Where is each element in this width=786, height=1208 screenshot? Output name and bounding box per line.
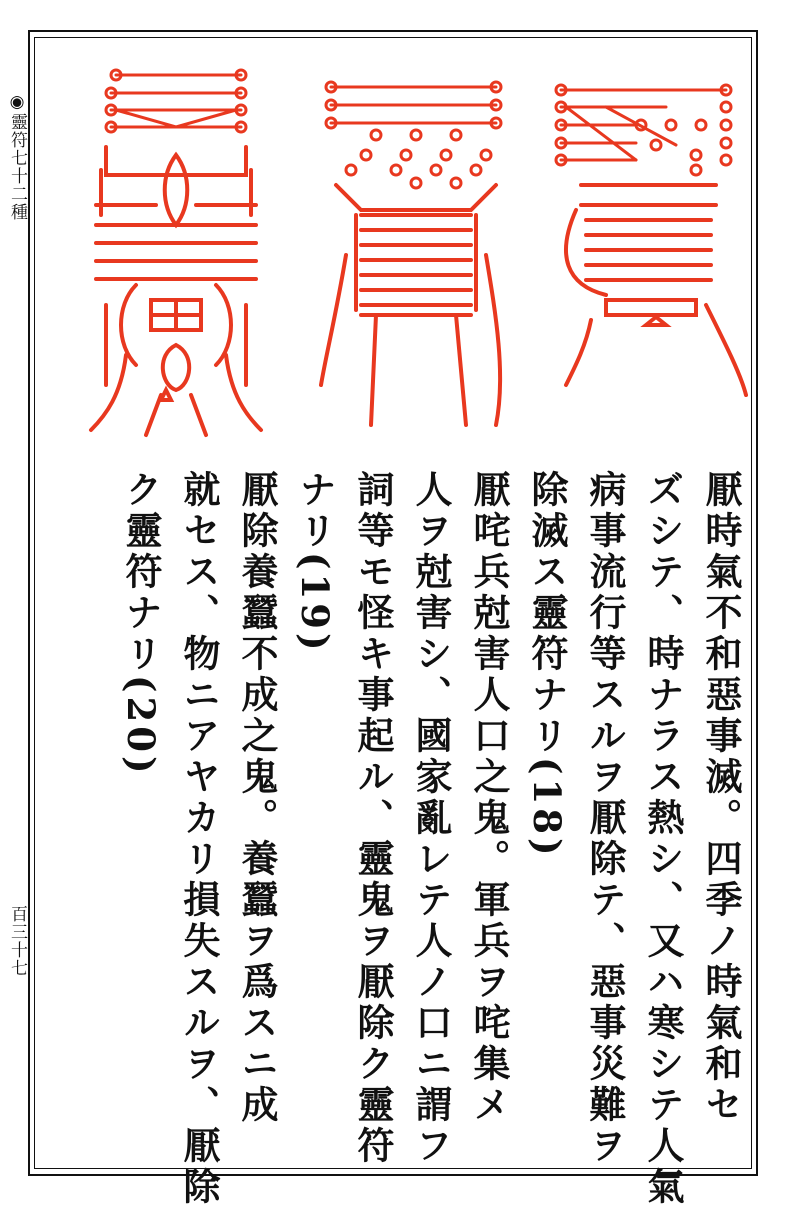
text-column: ナリ(19)	[293, 470, 337, 655]
talisman-19-image	[316, 55, 526, 449]
talisman-20-image	[66, 55, 276, 449]
running-head: ◉靈符七十二種	[7, 92, 27, 221]
body-text	[80, 470, 750, 1208]
talisman-18-image	[546, 55, 746, 449]
text-column: ク靈符ナリ(20)	[119, 470, 163, 778]
text-column: 厭除養蠶不成之鬼。養蠶ヲ爲スニ成	[235, 470, 279, 1126]
talisman-illustrations	[38, 55, 748, 455]
text-column: 病事流行等スルヲ厭除テ、惡事災難ヲ	[583, 470, 627, 1167]
text-column: 厭時氣不和惡事滅。四季ノ時氣和セ	[699, 470, 743, 1126]
text-column: 人ヲ尅害シ、國家亂レテ人ノ口ニ謂フ	[409, 470, 453, 1167]
text-column: 就セス、物ニアヤカリ損失スルヲ、厭除	[177, 470, 221, 1208]
text-column: ズシテ、時ナラス熱シ、又ハ寒シテ人氣	[641, 470, 685, 1208]
text-column: 除滅ス靈符ナリ(18)	[525, 470, 569, 860]
text-column: 厭咤兵尅害人口之鬼。軍兵ヲ咤集メ	[467, 470, 511, 1126]
page-number: 百三十七	[7, 905, 27, 977]
text-column: 詞等モ怪キ事起ル、靈鬼ヲ厭除ク靈符	[351, 470, 395, 1167]
